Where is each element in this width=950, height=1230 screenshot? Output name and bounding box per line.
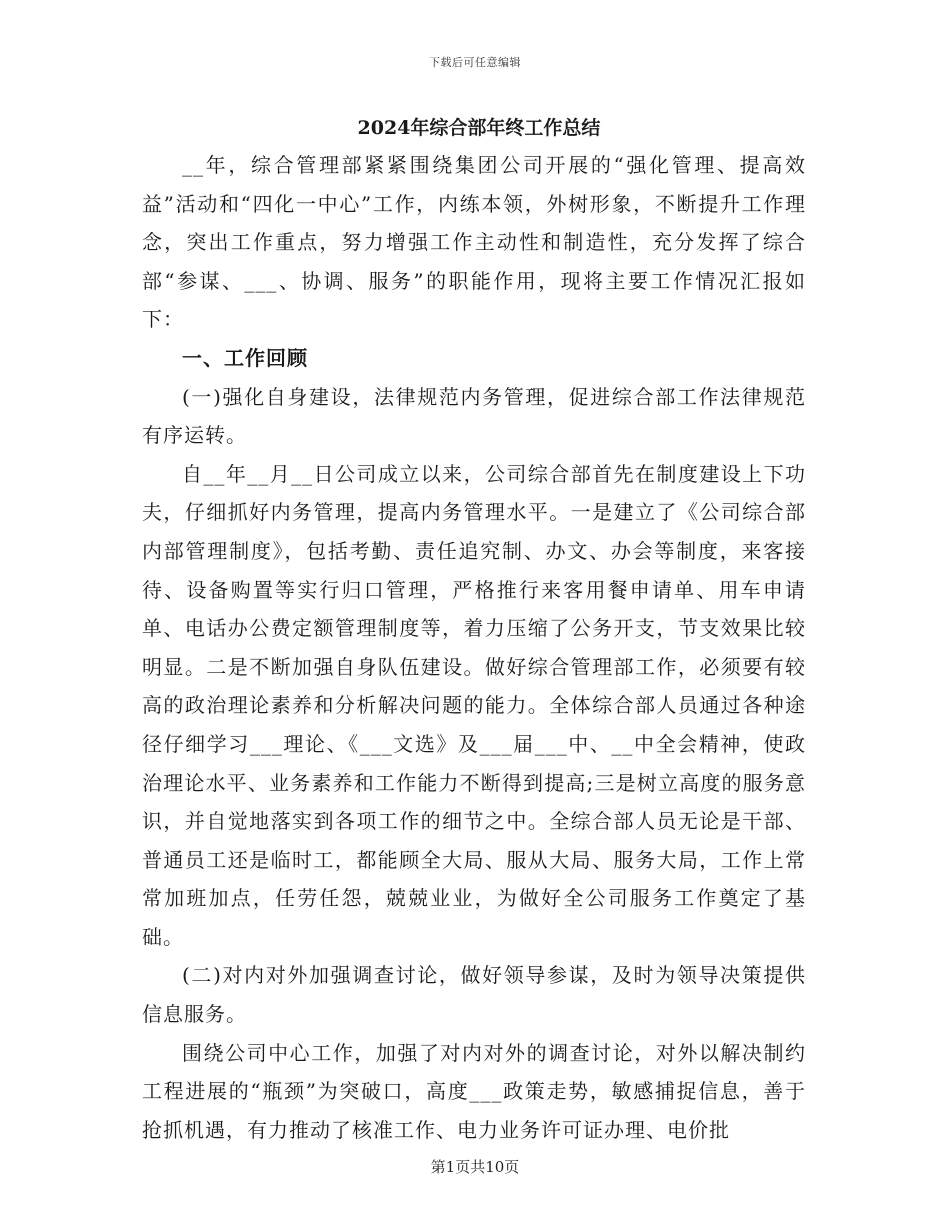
subsection-body-2: 围绕公司中心工作，加强了对内对外的调查讨论，对外以解决制约工程进展的“瓶颈”为突破口，高度___政策走势，敏感捕捉信息，善于抢抓机遇，有力推动了核准工作、电力业务许可证办理、电价批 xyxy=(142,1040,806,1142)
page-number-footer: 第1页共10页 xyxy=(430,1158,520,1176)
download-editable-note: 下载后可任意编辑 xyxy=(429,56,521,69)
intro-paragraph: __年，综合管理部紧紧围绕集团公司开展的“强化管理、提高效益”活动和“四化一中心”工作，内练本领，外树形象，不断提升工作理念，突出工作重点，努力增强工作主动性和制造性，充分发挥了综合部“参谋、___、协调、服务”的职能作用，现将主要工作情况汇报如下： xyxy=(142,153,806,332)
document-body xyxy=(142,114,806,1149)
section-heading-work-review: 一、工作回顾 xyxy=(182,345,308,370)
subsection-heading-1: (一)强化自身建设，法律规范内务管理，促进综合部工作法律规范有序运转。 xyxy=(142,384,806,448)
document-title: 2024年综合部年终工作总结 xyxy=(357,117,601,139)
subsection-body-1: 自__年__月__日公司成立以来，公司综合部首先在制度建设上下功夫，仔细抓好内务管理，提高内务管理水平。一是建立了《公司综合部内部管理制度》，包括考勤、责任追究制、办文、办会等制度，来客接待、设备购置等实行归口管理，严格推行来客用餐申请单、用车申请单、电话办公费定额管理制度等，着力压缩了公务开支，节支效果比较明显。二是不断加强自身队伍建设。做好综合管理部工作，必须要有较高的政治理论素养和分析解决问题的能力。全体综合部人员通过各种途径仔细学习___理论、《___文选》及___届___中、__中全会精神，使政治理论水平、业务素养和工作能力不断得到提高;三是树立高度的服务意识，并自觉地落实到各项工作的细节之中。全综合部人员无论是干部、普通员工还是临时工，都能顾全大局、服从大局、服务大局，工作上常常加班加点，任劳任怨，兢兢业业，为做好全公司服务工作奠定了基础。 xyxy=(142,461,806,949)
subsection-heading-2: (二)对内对外加强调查讨论，做好领导参谋，及时为领导决策提供信息服务。 xyxy=(142,963,806,1027)
